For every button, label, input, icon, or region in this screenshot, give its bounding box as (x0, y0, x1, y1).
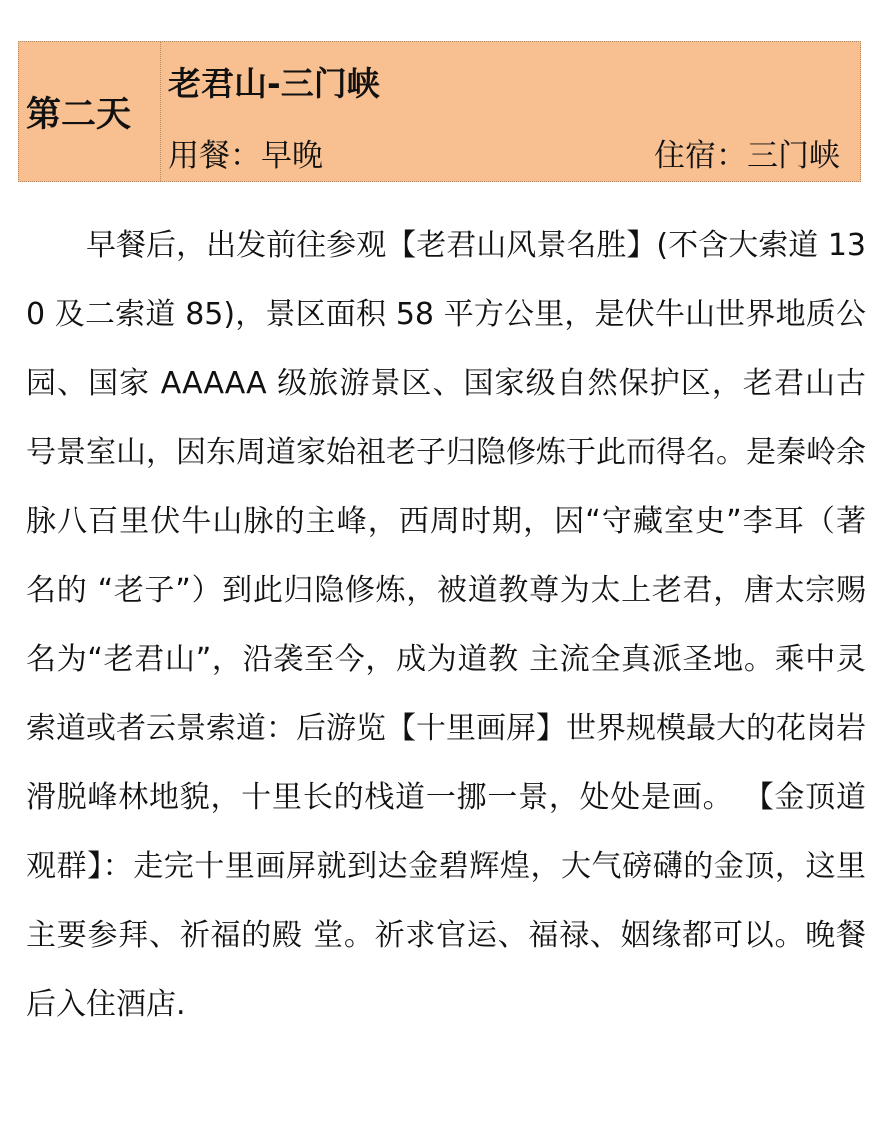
day-label: 第二天 (26, 94, 132, 135)
route-title: 老君山-三门峡 (168, 64, 380, 103)
meals-info: 用餐：早晚 (168, 138, 323, 174)
info-cell (161, 42, 860, 181)
day-cell (19, 42, 161, 181)
itinerary-header (18, 41, 861, 182)
hotel-info: 住宿：三门峡 (654, 138, 840, 174)
itinerary-description: 早餐后，出发前往参观【老君山风景名胜】(不含大索道 130 及二索道 85)，景区面积 58 平方公里，是伏牛山世界地质公园、国家 AAAAA 级旅游景区、国家级自然保护区，老君山古号景室山，因东周道家始祖老子归隐修炼于此而得名。是秦岭余脉八百里伏牛山脉的主峰，西周时期，因“守藏室史”李耳（著名的 “老子”）到此归隐修炼，被道教尊为太上老君，唐太宗赐名为“老君山”，沿袭至今，成为道教 主流全真派圣地。乘中灵索道或者云景索道：后游览【十里画屏】世界规模最大的花岗岩滑脱峰林地貌，十里长的栈道一挪一景，处处是画。 【金顶道观群】：走完十里画屏就到达金碧辉煌，大气磅礴的金顶，这里主要参拜、祈福的殿 堂。祈求官运、福禄、姻缘都可以。晚餐后入住酒店. (26, 228, 866, 1022)
